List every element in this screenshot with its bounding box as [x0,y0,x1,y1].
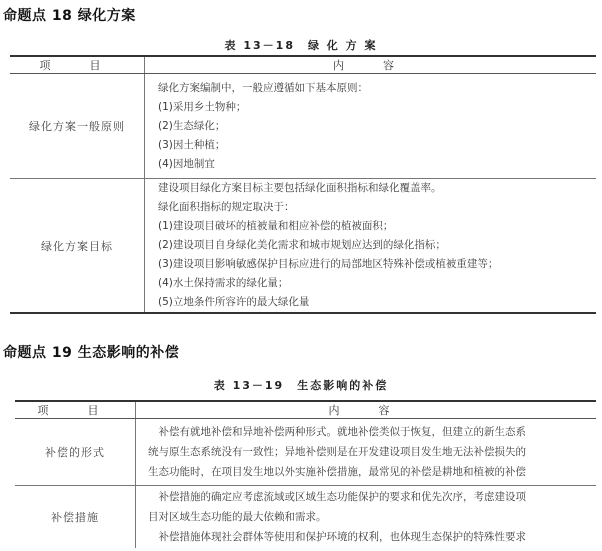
header-content: 内 容 [136,401,597,419]
table-row [15,419,596,486]
content-line: 补偿措施的确定应考虑流域或区域生态功能保护的要求和优先次序，考虑建设项 [148,491,526,503]
table-caption-13-19: 表 13－19 生态影响的补偿 [213,379,389,392]
content-line: (4)因地制宜 [158,157,215,170]
table-header-row [15,401,596,419]
row-item-label: 补偿的形式 [15,419,136,486]
content-line: (3)建设项目影响敏感保护目标应进行的局部地区特殊补偿或植被重建等； [158,258,499,270]
content-line: (5)立地条件所容许的最大绿化量 [158,296,310,308]
content-line: 补偿有就地补偿和异地补偿两种形式。就地补偿类似于恢复，但建立的新生态系 [148,426,526,438]
content-line: (2)生态绿化； [158,119,226,132]
content-line: 统与原生态系统没有一致性；异地补偿则是在开发建设项目发生地无法补偿损失的 [148,446,526,458]
row-content [145,74,597,179]
content-line: 补偿措施体现社会群体等使用和保护环境的权利，也体现生态保护的特殊性要求 [148,531,526,543]
greening-plan-table [10,55,596,314]
section-heading-greening: 命题点 18 绿化方案 [3,8,136,24]
row-content [145,179,597,314]
content-line: 建设项目绿化方案目标主要包括绿化面积指标和绿化覆盖率。 [158,182,442,194]
section-heading-compensation: 命题点 19 生态影响的补偿 [3,345,180,361]
table-row [10,74,596,179]
row-content [136,486,597,549]
header-item: 项 目 [15,401,136,419]
content-line: 绿化面积指标的规定取决于： [158,201,295,213]
header-item: 项 目 [10,56,145,74]
table-header-row [10,56,596,74]
row-item-label: 补偿措施 [15,486,136,549]
content-line: (1)建设项目破坏的植被量和相应补偿的植被面积； [158,220,394,232]
row-item-label: 绿化方案一般原则 [10,74,145,179]
row-content [136,419,597,486]
content-line: (3)因土种植； [158,138,226,151]
row-item-label: 绿化方案目标 [10,179,145,314]
ecological-compensation-table [15,400,596,548]
content-line: (1)采用乡土物种； [158,100,247,113]
table-caption-13-18: 表 13－18 绿 化 方 案 [224,39,378,52]
table-row [15,486,596,549]
header-content: 内 容 [145,56,597,74]
table-row [10,179,596,314]
content-line: 目对区域生态功能的最大依赖和需求。 [148,511,327,523]
content-line: 绿化方案编制中，一般应遵循如下基本原则： [158,81,368,94]
content-line: (2)建设项目自身绿化美化需求和城市规划应达到的绿化指标； [158,239,446,251]
content-line: (4)水土保持需求的绿化量； [158,277,289,289]
content-line: 生态功能时，在项目发生地以外实施补偿措施，最常见的补偿是耕地和植被的补偿 [148,466,526,478]
